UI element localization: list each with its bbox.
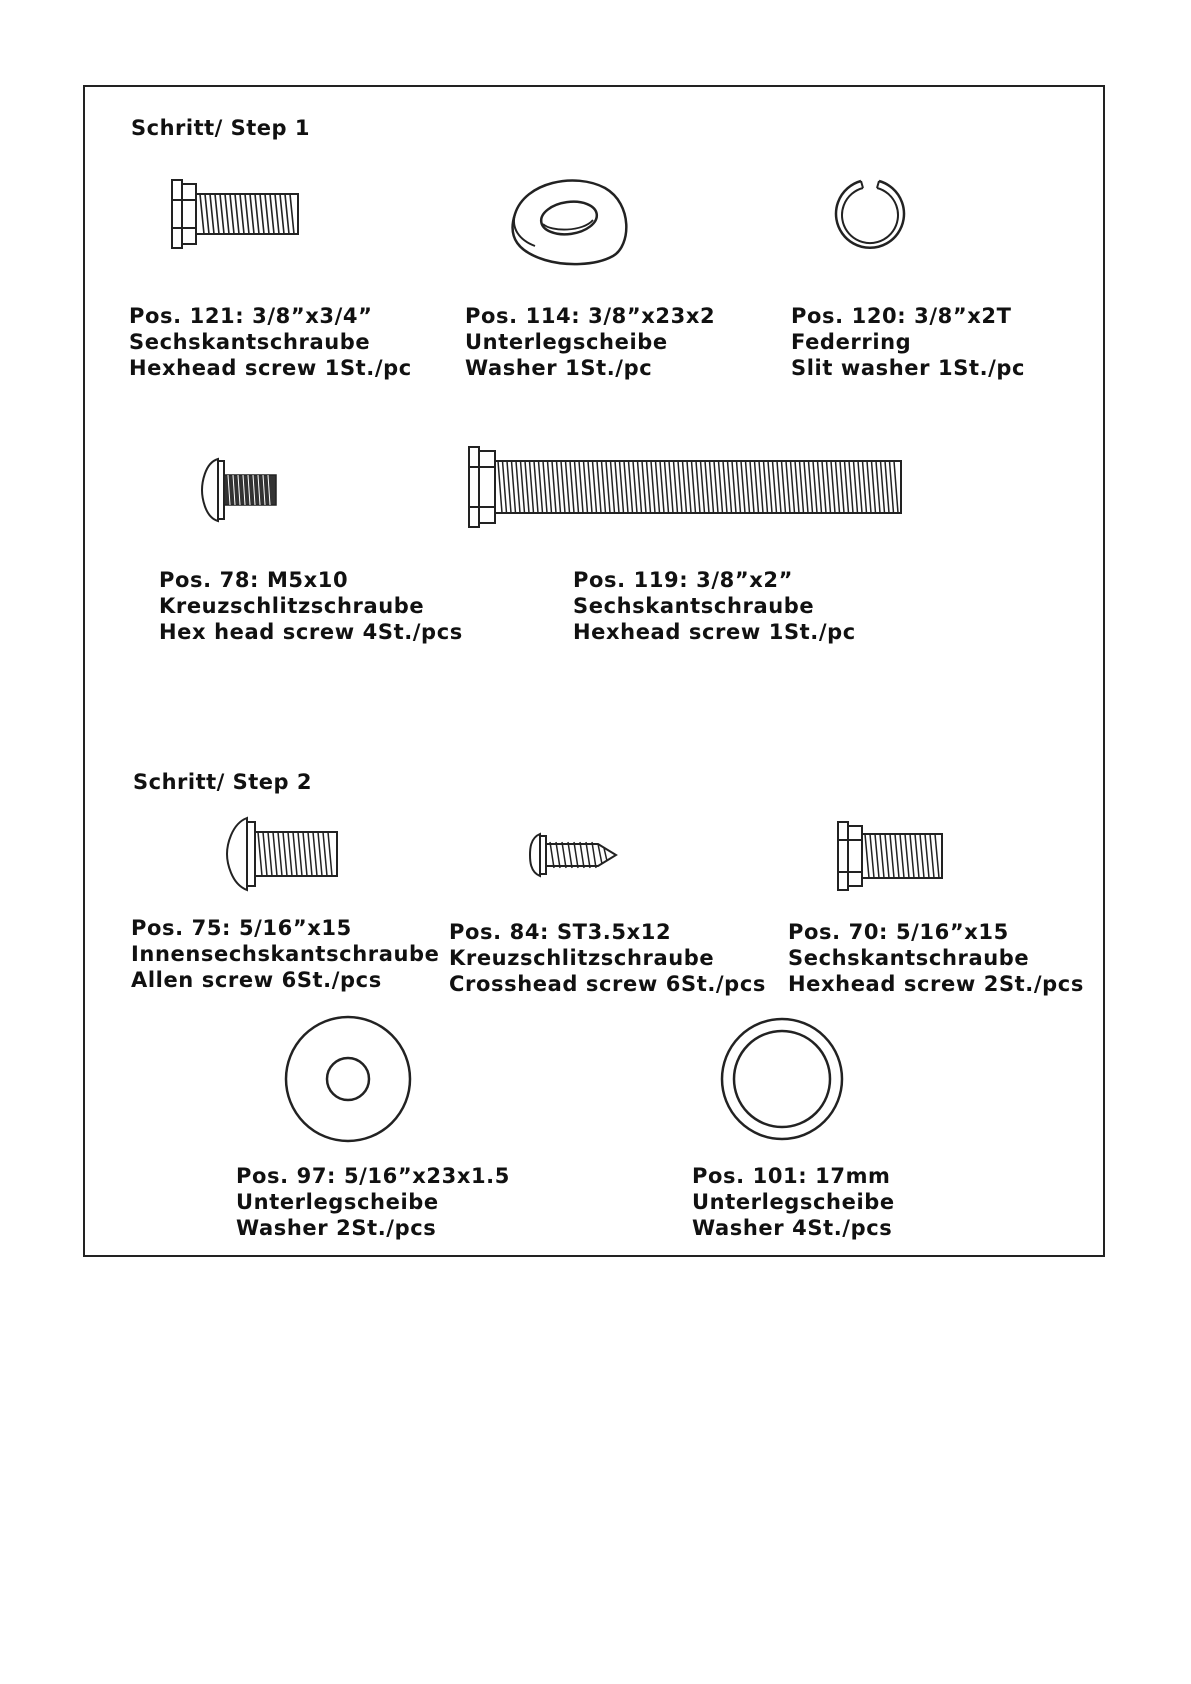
part-name-de: Sechskantschraube [573, 594, 815, 618]
ring-washer-icon [719, 1014, 845, 1144]
part-pos: Pos. 97: 5/16”x23x1.5 [236, 1164, 510, 1188]
part-name-en: Allen screw 6St./pcs [131, 968, 382, 992]
part-label-114 [465, 303, 715, 381]
part-name-de: Unterlegscheibe [692, 1190, 895, 1214]
part-name-en: Slit washer 1St./pc [791, 356, 1026, 380]
hex-bolt-long-icon [467, 445, 905, 529]
part-label-121 [129, 303, 412, 381]
part-name-en: Crosshead screw 6St./pcs [449, 972, 766, 996]
flat-washer-icon [283, 1014, 413, 1144]
hex-bolt-short-icon [170, 176, 302, 252]
part-name-de: Kreuzschlitzschraube [159, 594, 425, 618]
part-pos: Pos. 120: 3/8”x2T [791, 304, 1012, 328]
part-label-78 [159, 567, 463, 645]
part-name-de: Unterlegscheibe [465, 330, 668, 354]
part-pos: Pos. 101: 17mm [692, 1164, 891, 1188]
part-label-75 [131, 915, 440, 993]
part-pos: Pos. 119: 3/8”x2” [573, 568, 794, 592]
split-ring-icon [831, 176, 911, 252]
step-2-title: Schritt/ Step 2 [133, 770, 312, 794]
part-name-en: Hex head screw 4St./pcs [159, 620, 463, 644]
part-name-de: Unterlegscheibe [236, 1190, 439, 1214]
part-label-70 [788, 919, 1084, 997]
part-pos: Pos. 78: M5x10 [159, 568, 349, 592]
part-name-de: Sechskantschraube [129, 330, 371, 354]
part-pos: Pos. 84: ST3.5x12 [449, 920, 672, 944]
part-label-84 [449, 919, 766, 997]
allen-screw-icon [225, 816, 341, 892]
part-name-de: Innensechskantschraube [131, 942, 440, 966]
part-pos: Pos. 114: 3/8”x23x2 [465, 304, 716, 328]
part-pos: Pos. 121: 3/8”x3/4” [129, 304, 373, 328]
part-label-97 [236, 1163, 510, 1241]
part-pos: Pos. 70: 5/16”x15 [788, 920, 1009, 944]
part-label-120 [791, 303, 1025, 381]
part-name-de: Kreuzschlitzschraube [449, 946, 715, 970]
part-name-de: Federring [791, 330, 912, 354]
button-head-screw-icon [200, 455, 280, 525]
part-name-en: Washer 1St./pc [465, 356, 653, 380]
part-label-119 [573, 567, 856, 645]
part-name-en: Washer 2St./pcs [236, 1216, 437, 1240]
part-name-en: Hexhead screw 1St./pc [573, 620, 856, 644]
part-pos: Pos. 75: 5/16”x15 [131, 916, 352, 940]
step-1-title: Schritt/ Step 1 [131, 116, 310, 140]
part-name-de: Sechskantschraube [788, 946, 1030, 970]
curved-washer-icon [505, 174, 633, 270]
part-name-en: Hexhead screw 2St./pcs [788, 972, 1084, 996]
tapping-screw-icon [528, 830, 620, 880]
hex-bolt-icon [836, 820, 946, 892]
part-name-en: Hexhead screw 1St./pc [129, 356, 412, 380]
part-label-101 [692, 1163, 895, 1241]
part-name-en: Washer 4St./pcs [692, 1216, 893, 1240]
